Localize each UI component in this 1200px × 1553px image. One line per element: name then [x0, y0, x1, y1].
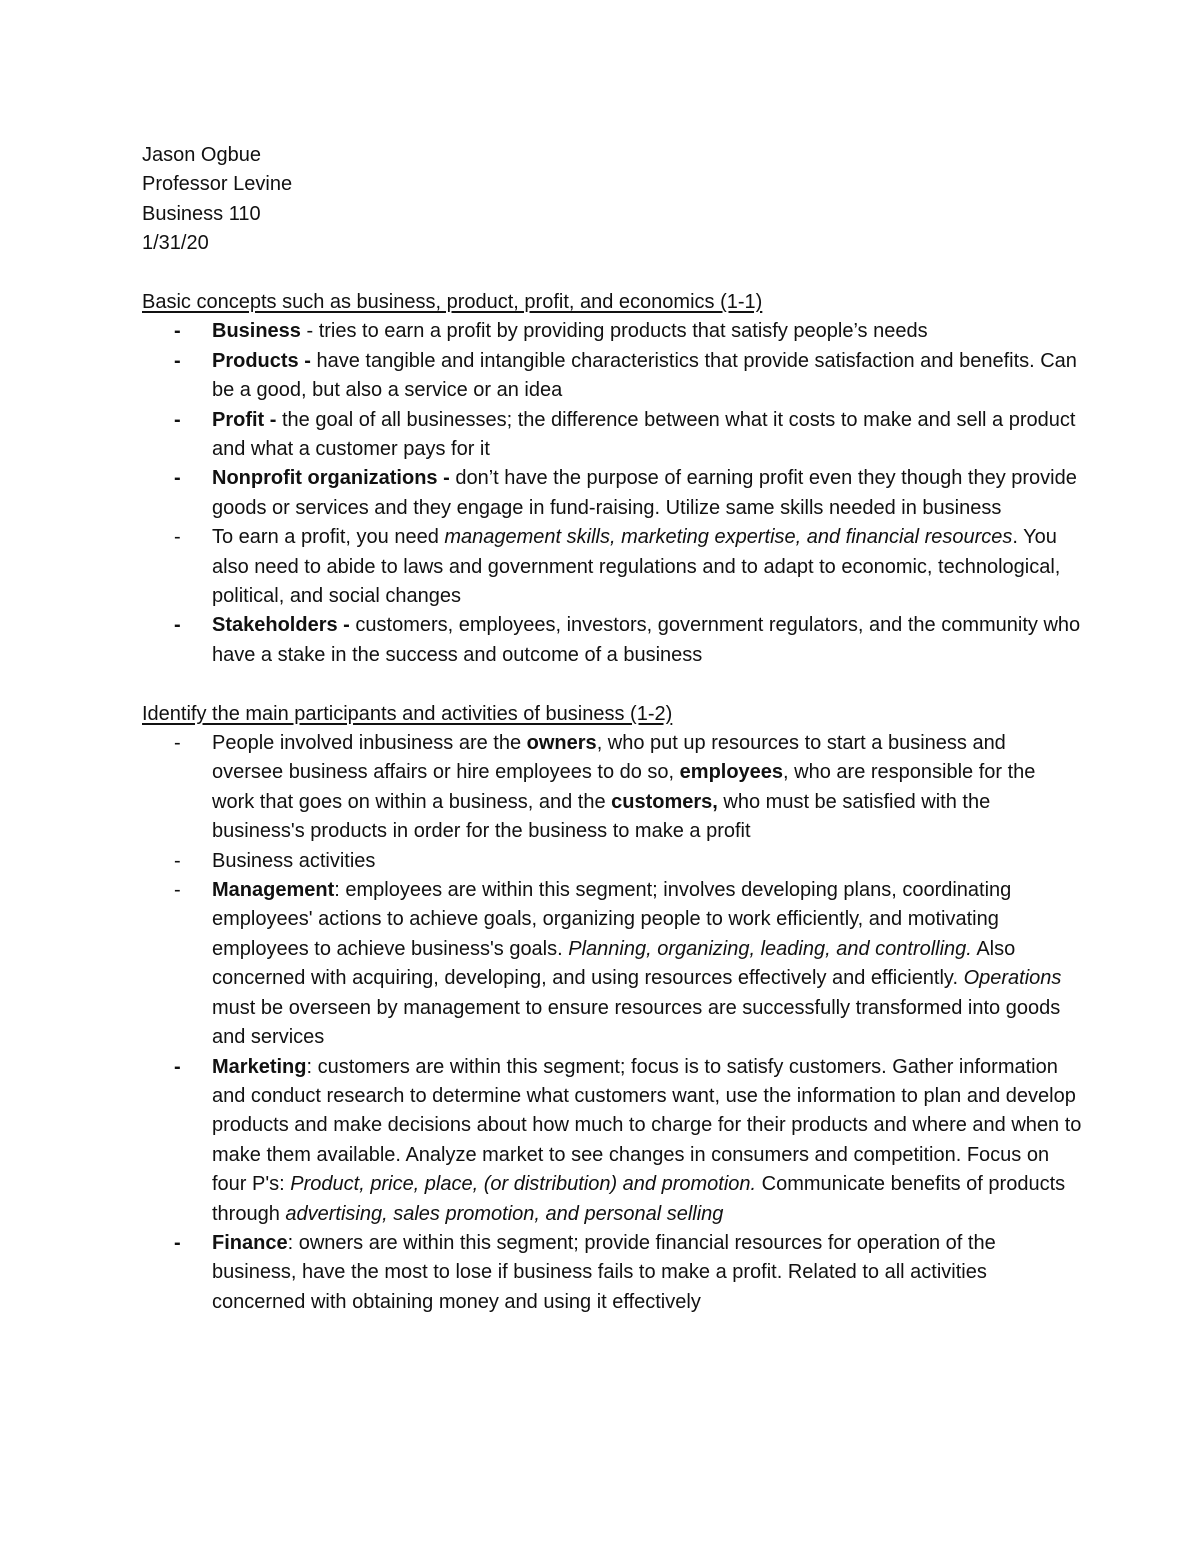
list-item	[142, 1229, 1082, 1317]
list-item-text	[212, 611, 1082, 670]
italic-run: Product, price, place, (or distribution) and promotion.	[290, 1173, 757, 1196]
text-run: To earn a profit, you need	[212, 526, 445, 549]
bullet-dash: -	[174, 526, 181, 549]
bullet-dash: -	[174, 408, 181, 431]
list-item	[142, 876, 1082, 1052]
term: employees	[679, 761, 784, 784]
term: Finance	[212, 1231, 288, 1254]
bullet-dash: -	[174, 349, 181, 372]
text-run: , who are responsible for the work that goes on within a business, and the	[212, 761, 1036, 813]
text-run: Also concerned with acquiring, developing, and using resources effectively and efficiently.	[212, 937, 1016, 990]
definition: customers, employees, investors, government regulators, and the community who have a stake in the success and outcome of a business	[212, 614, 1081, 666]
list-item-text: Business activities	[212, 849, 376, 872]
italic-run: Operations	[963, 967, 1062, 990]
list-item	[142, 611, 1082, 670]
list-item	[142, 406, 1082, 465]
text-run: : employees are within this segment; involves developing plans, coordinating employees' actions to achieve goals, organizing people to work efficiently, and motivating employees to achieve business's goals.	[212, 879, 1012, 960]
bullet-list	[142, 317, 1082, 670]
text-run: , who put up resources to start a business and oversee business affairs or hire employees to do so,	[212, 732, 1006, 784]
term: Products -	[212, 349, 311, 372]
italic-run: advertising, sales promotion, and personal selling	[285, 1202, 724, 1225]
definition: don’t have the purpose of earning profit even they though they provide goods or services and they engage in fund-raising. Utilize same skills needed in business	[212, 467, 1077, 519]
list-item-text	[212, 876, 1082, 1052]
bullet-dash: -	[174, 732, 181, 755]
term: Profit -	[212, 408, 277, 431]
document-date: 1/31/20	[142, 232, 209, 255]
list-item-text	[212, 347, 1082, 406]
term: Stakeholders -	[212, 614, 350, 637]
text-run: : owners are within this segment; provide financial resources for operation of the business, have the most to lose if business fails to make a profit. Related to all activities concerned with obtaining money and using it effectively	[212, 1231, 996, 1313]
definition: the goal of all businesses; the difference between what it costs to make and sell a product and what a customer pays for it	[212, 408, 1076, 460]
definition: have tangible and intangible characteristics that provide satisfaction and benefits. Can be a good, but also a service or an idea	[212, 349, 1077, 402]
bullet-dash: -	[174, 849, 181, 872]
list-item-text	[212, 317, 1082, 346]
definition: - tries to earn a profit by providing products that satisfy people’s needs	[300, 320, 928, 343]
section-heading: Identify the main participants and activities of business (1-2)	[142, 702, 673, 725]
section-basic-concepts	[142, 288, 1082, 670]
list-item	[142, 523, 1082, 611]
bullet-dash: -	[174, 1231, 181, 1254]
list-item-text	[212, 523, 1082, 611]
list-item	[142, 317, 1082, 346]
bullet-dash: -	[174, 320, 181, 343]
text-run: Communicate benefits of products through	[212, 1173, 1066, 1225]
list-item	[142, 847, 1082, 876]
term: Business	[212, 320, 301, 343]
list-item	[142, 729, 1082, 847]
term: owners	[526, 732, 597, 755]
document-page	[142, 141, 1082, 1317]
course-name: Business 110	[142, 202, 261, 225]
list-item	[142, 347, 1082, 406]
term: customers,	[611, 790, 718, 813]
text-run: must be overseen by management to ensure resources are successfully transformed into goods and services	[212, 996, 1061, 1049]
list-item	[142, 464, 1082, 523]
bullet-dash: -	[174, 1055, 181, 1078]
list-item-text	[212, 1229, 1082, 1317]
text-run: . You also need to abide to laws and government regulations and to adapt to economic, technological, political, and social changes	[212, 526, 1061, 608]
italic-run: management skills, marketing expertise, and financial resources	[444, 526, 1013, 549]
term: Nonprofit organizations -	[212, 467, 450, 490]
list-item-text	[212, 406, 1082, 465]
text-run: People involved inbusiness are the	[212, 732, 527, 755]
term: Management	[212, 879, 335, 902]
italic-run: Planning, organizing, leading, and controlling.	[568, 937, 972, 960]
term: Marketing	[212, 1055, 307, 1078]
bullet-dash: -	[174, 879, 181, 902]
section-heading: Basic concepts such as business, product, profit, and economics (1-1)	[142, 290, 763, 313]
bullet-dash: -	[174, 614, 181, 637]
text-run: who must be satisfied with the business's products in order for the business to make a profit	[212, 790, 991, 843]
list-item-text	[212, 729, 1082, 847]
bullet-list	[142, 729, 1082, 1317]
spacer	[142, 259, 1082, 288]
bullet-dash: -	[174, 467, 181, 490]
professor-name: Professor Levine	[142, 173, 293, 196]
student-name: Jason Ogbue	[142, 144, 261, 166]
section-participants-activities	[142, 700, 1082, 1318]
list-item-text	[212, 1053, 1082, 1229]
spacer	[142, 670, 1082, 699]
text-run: : customers are within this segment; focus is to satisfy customers. Gather information and conduct research to determine what customers want, use the information to plan and develop products and make decisions about how much to charge for their products and where and when to make them available. Analyze market to see changes in consumers and competition. Focus on four P's:	[212, 1055, 1082, 1196]
list-item-text	[212, 464, 1082, 523]
list-item	[142, 1053, 1082, 1229]
document-header	[142, 141, 1082, 259]
